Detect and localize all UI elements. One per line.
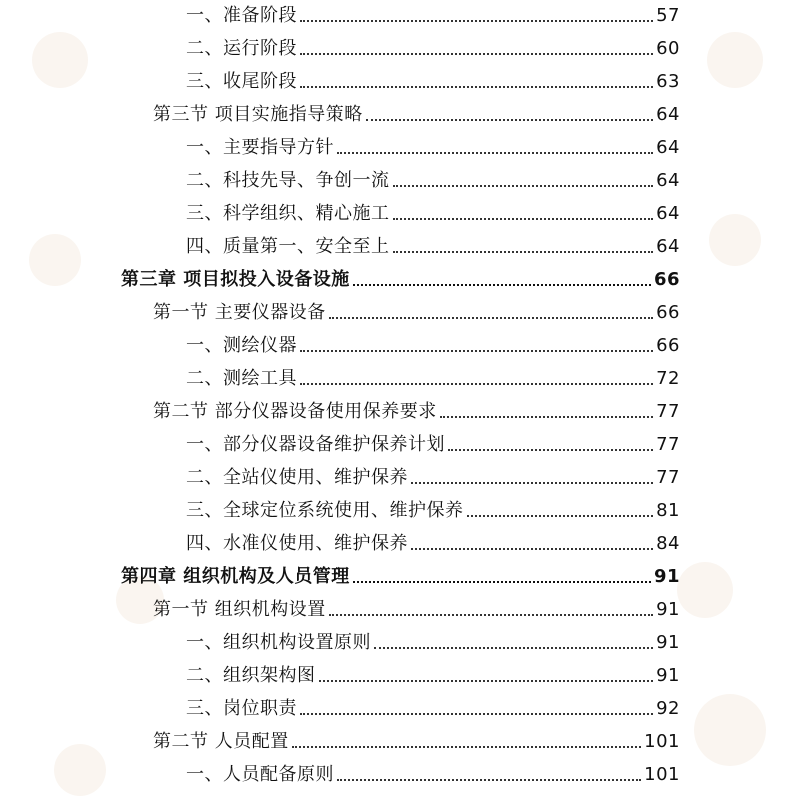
watermark-face-icon (677, 562, 733, 618)
toc-page-number: 101 (644, 764, 680, 785)
toc-page-number: 91 (656, 599, 680, 620)
toc-subsection-entry[interactable] (186, 522, 680, 555)
toc-entry-title: 四、质量第一、安全至上 (186, 236, 390, 257)
toc-entry-title: 一、主要指导方针 (186, 137, 334, 158)
toc-dot-leader (467, 515, 654, 517)
watermark-face-icon (709, 214, 761, 266)
toc-dot-leader (411, 482, 653, 484)
toc-dot-leader (300, 53, 653, 55)
watermark-face-icon (29, 234, 81, 286)
toc-entry-title: 二、运行阶段 (186, 38, 297, 59)
toc-dot-leader (337, 152, 653, 154)
toc-dot-leader (337, 779, 641, 781)
toc-dot-leader (319, 680, 654, 682)
toc-subsection-entry[interactable] (186, 456, 680, 489)
toc-page-number: 66 (656, 335, 680, 356)
toc-page-number: 66 (653, 269, 680, 290)
toc-dot-leader (353, 581, 651, 583)
toc-entry-title: 三、科学组织、精心施工 (186, 203, 390, 224)
toc-page-number: 92 (656, 698, 680, 719)
toc-dot-leader (300, 86, 653, 88)
toc-page-number: 66 (656, 302, 680, 323)
watermark-face-icon (694, 694, 766, 766)
toc-page-number: 64 (656, 104, 680, 125)
toc-entry-title: 一、人员配备原则 (186, 764, 334, 785)
watermark-face-icon (32, 32, 88, 88)
toc-dot-leader (329, 614, 653, 616)
toc-entry-title: 二、全站仪使用、维护保养 (186, 467, 408, 488)
toc-page-number: 64 (656, 236, 680, 257)
toc-entry-title: 二、科技先导、争创一流 (186, 170, 390, 191)
toc-subsection-entry[interactable] (186, 654, 680, 687)
toc-subsection-entry[interactable] (186, 192, 680, 225)
toc-subsection-entry[interactable] (186, 489, 680, 522)
toc-dot-leader (300, 383, 653, 385)
toc-page-number: 91 (656, 665, 680, 686)
toc-dot-leader (292, 746, 641, 748)
toc-page-number: 63 (656, 71, 680, 92)
toc-subsection-entry[interactable] (186, 621, 680, 654)
toc-section-entry[interactable] (153, 390, 680, 423)
toc-page-number: 91 (653, 566, 680, 587)
toc-page-number: 57 (656, 5, 680, 26)
toc-entry-title: 一、准备阶段 (186, 5, 297, 26)
toc-dot-leader (411, 548, 653, 550)
toc-subsection-entry[interactable] (186, 687, 680, 720)
toc-entry-title: 三、岗位职责 (186, 698, 297, 719)
toc-dot-leader (374, 647, 653, 649)
toc-dot-leader (448, 449, 653, 451)
watermark-face-icon (54, 744, 106, 796)
toc-page-number: 77 (656, 434, 680, 455)
toc-chapter-entry[interactable] (121, 555, 680, 588)
toc-chapter-entry[interactable] (121, 258, 680, 291)
toc-page-number: 64 (656, 170, 680, 191)
toc-section-entry[interactable] (153, 588, 680, 621)
toc-dot-leader (393, 218, 654, 220)
toc-page-number: 101 (644, 731, 680, 752)
toc-dot-leader (353, 284, 651, 286)
toc-entry-title: 三、全球定位系统使用、维护保养 (186, 500, 464, 521)
toc-section-entry[interactable] (153, 93, 680, 126)
toc-entry-title: 第三节 项目实施指导策略 (153, 104, 363, 125)
toc-dot-leader (300, 20, 653, 22)
toc-dot-leader (440, 416, 653, 418)
toc-dot-leader (393, 251, 654, 253)
toc-page-number: 77 (656, 467, 680, 488)
toc-entry-title: 第四章 组织机构及人员管理 (121, 566, 350, 587)
toc-subsection-entry[interactable] (186, 159, 680, 192)
toc-entry-title: 二、测绘工具 (186, 368, 297, 389)
toc-subsection-entry[interactable] (186, 225, 680, 258)
toc-page-number: 64 (656, 203, 680, 224)
toc-subsection-entry[interactable] (186, 753, 680, 786)
toc-subsection-entry[interactable] (186, 324, 680, 357)
toc-entry-title: 第三章 项目拟投入设备设施 (121, 269, 350, 290)
toc-entry-title: 三、收尾阶段 (186, 71, 297, 92)
toc-page-number: 60 (656, 38, 680, 59)
toc-page-number: 91 (656, 632, 680, 653)
toc-entry-title: 一、组织机构设置原则 (186, 632, 371, 653)
toc-dot-leader (366, 119, 653, 121)
toc-entry-title: 第一节 主要仪器设备 (153, 302, 326, 323)
toc-page-number: 84 (656, 533, 680, 554)
toc-entry-title: 四、水准仪使用、维护保养 (186, 533, 408, 554)
toc-section-entry[interactable] (153, 720, 680, 753)
toc-subsection-entry[interactable] (186, 126, 680, 159)
toc-page-number: 72 (656, 368, 680, 389)
toc-subsection-entry[interactable] (186, 0, 680, 27)
toc-entry-title: 第二节 人员配置 (153, 731, 289, 752)
toc-page-number: 77 (656, 401, 680, 422)
toc-dot-leader (329, 317, 653, 319)
toc-entry-title: 二、组织架构图 (186, 665, 316, 686)
toc-page-number: 64 (656, 137, 680, 158)
watermark-face-icon (707, 32, 763, 88)
toc-page-number: 81 (656, 500, 680, 521)
toc-entry-title: 一、部分仪器设备维护保养计划 (186, 434, 445, 455)
toc-section-entry[interactable] (153, 291, 680, 324)
toc-subsection-entry[interactable] (186, 60, 680, 93)
toc-entry-title: 第一节 组织机构设置 (153, 599, 326, 620)
toc-dot-leader (300, 350, 653, 352)
toc-entry-title: 第二节 部分仪器设备使用保养要求 (153, 401, 437, 422)
toc-dot-leader (300, 713, 653, 715)
toc-dot-leader (393, 185, 654, 187)
toc-subsection-entry[interactable] (186, 27, 680, 60)
toc-entry-title: 一、测绘仪器 (186, 335, 297, 356)
toc-subsection-entry[interactable] (186, 423, 680, 456)
toc-subsection-entry[interactable] (186, 357, 680, 390)
